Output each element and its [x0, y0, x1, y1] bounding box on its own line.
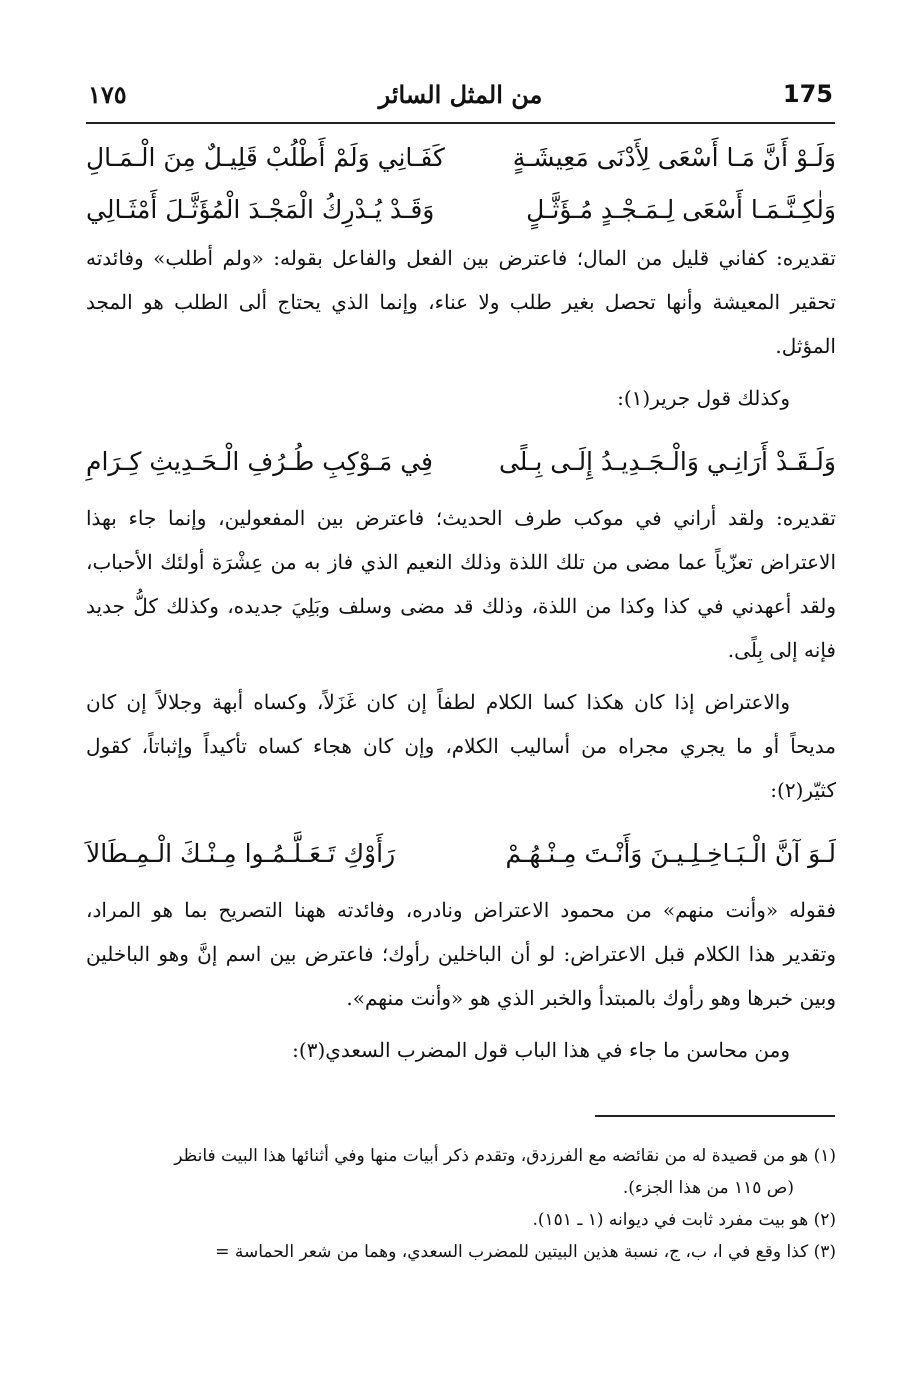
page-body [86, 132, 836, 1072]
running-title: من المثل السائر [378, 80, 543, 109]
verse-hemistich-second: كَفَـانِي وَلَمْ أَطْلُبْ قَلِيـلٌ مِنَ الْـمَـالِ [86, 143, 445, 172]
page-number-arabic: ١٧٥ [88, 80, 127, 109]
paragraph: تقديره: ولقد أراني في موكب طرف الحديث؛ فاعترض بين المفعولين، وإنما جاء بهذا الاعتراض تعزّياً عما مضى من تلك اللذة وذلك النعيم الذي فاز به من عِشْرَة أولئك الأحباب، ولقد أعهدني في كذا وكذا من اللذة، وذلك قد مضى وسلف وبَلِيَ جديده، وكذلك كلُّ جديد فإنه إلى بِلًى. [86, 506, 836, 662]
verse-hemistich-first: وَلَـوْ أَنَّ مَـا أَسْعَى لِأَدْنَى مَعِيشَـةٍ [512, 143, 836, 172]
footnote: (١) هو من قصيدة له من نقائضه مع الفرزدق، وتقدم ذكر أبيات منها وفي أثنائها هذا البيت فانظر [174, 1146, 836, 1166]
header-rule [86, 122, 835, 124]
verse-hemistich-second: وَقَـدْ يُـدْرِكُ الْمَجْـدَ الْمُؤَثَّـلَ أَمْثَـالِي [86, 195, 435, 224]
paragraph: والاعتراض إذا كان هكذا كسا الكلام لطفاً إن كان غَزَلاً، وكساه أبهة وجلالاً إن كان مديحاً أو ما يجري مجراه من أساليب الكلام، وإن كان هجاء كساه تأكيداً وإثباتاً، كقول كثيّر(٢): [86, 690, 836, 802]
verse-line [86, 828, 836, 880]
page-header [88, 72, 833, 116]
footnotes [86, 1140, 836, 1268]
paragraph: ومن محاسن ما جاء في هذا الباب قول المضرب السعدي(٣): [292, 1038, 790, 1062]
footnote-continuation: (ص ١١٥ من هذا الجزء). [622, 1178, 794, 1198]
verse-line [86, 436, 836, 488]
page-number-latin: 175 [782, 80, 833, 108]
verse-line [86, 184, 836, 236]
paragraph: فقوله «وأنت منهم» من محمود الاعتراض ونادره، وفائدته ههنا التصريح بما هو المراد، وتقدير هذا الكلام قبل الاعتراض: لو أن الباخلين رأوك؛ فاعترض بين اسم إنَّ وهو الباخلين وبين خبرها وهو رأوك بالمبتدأ والخبر الذي هو «وأنت منهم». [86, 898, 836, 1010]
verse-hemistich-first: لَـوَ آنَّ الْـبَـاخِـلِـيـنَ وَأَنْـتَ مِـنْـهُـمْ [505, 839, 836, 868]
footnote: (٣) كذا وقع في ا، ب، ج، نسبة هذين البيتين للمضرب السعدي، وهما من شعر الحماسة = [215, 1242, 836, 1262]
verse-hemistich-first: وَلٰكِـنَّـمَـا أَسْعَى لِـمَـجْـدٍ مُـؤَثَّـلٍ [526, 195, 836, 224]
verse-hemistich-second: رَأَوْكِ تَـعَـلَّـمُـوا مِـنْـكَ الْـمِـطَالاَ [86, 839, 396, 868]
paragraph: وكذلك قول جرير(١): [617, 386, 790, 410]
verse-hemistich-first: وَلَـقَـدْ أَرَانِـي وَالْـجَـدِيـدُ إِلَـى بِـلًى [498, 447, 836, 476]
verse-hemistich-second: فِي مَـوْكِبِ طُـرُفِ الْـحَـدِيثِ كِـرَامِ [86, 447, 434, 476]
footnote: (٢) هو بيت مفرد ثابت في ديوانه (١ ـ ١٥١). [532, 1210, 836, 1230]
verse-line [86, 132, 836, 184]
paragraph: تقديره: كفاني قليل من المال؛ فاعترض بين الفعل والفاعل بقوله: «ولم أطلب» وفائدته تحقير المعيشة وأنها تحصل بغير طلب ولا عناء، وإنما الذي يحتاج ألى الطلب هو المجد المؤثل. [86, 246, 836, 358]
footnote-rule [595, 1115, 835, 1117]
